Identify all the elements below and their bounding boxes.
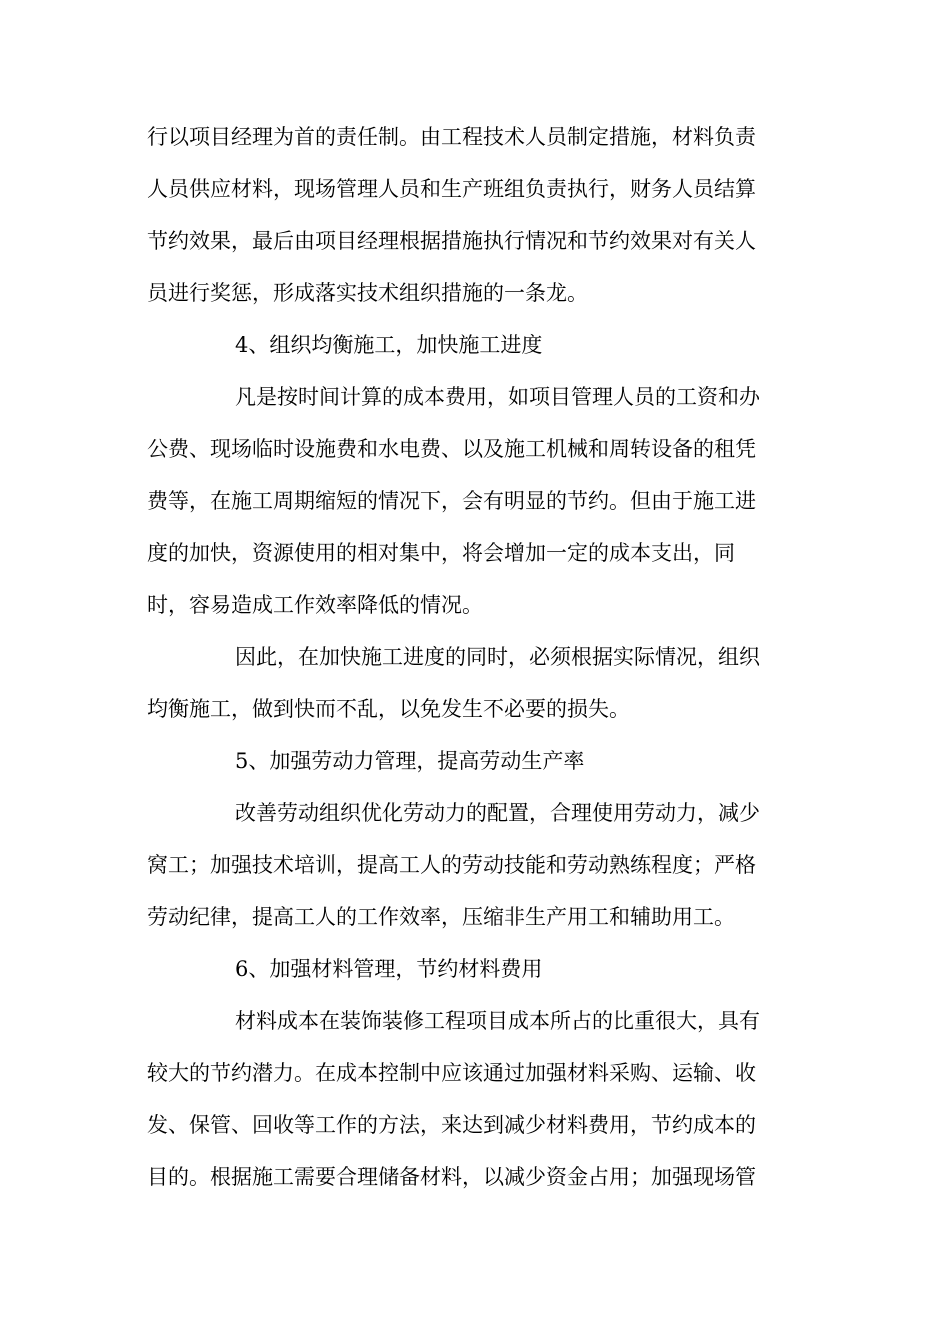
body-text-line: 度的加快，资源使用的相对集中，将会增加一定的成本支出，同 <box>147 541 735 565</box>
body-text-line: 均衡施工，做到快而不乱，以免发生不必要的损失。 <box>147 697 630 721</box>
section-heading-4: 4、组织均衡施工，加快施工进度 <box>235 333 543 357</box>
body-text-line: 公费、现场临时设施费和水电费、以及施工机械和周转设备的租凭 <box>147 437 756 461</box>
body-text-line: 行以项目经理为首的责任制。由工程技术人员制定措施，材料负责 <box>147 125 756 149</box>
section-heading-6: 6、加强材料管理，节约材料费用 <box>235 957 543 981</box>
section-heading-5: 5、加强劳动力管理，提高劳动生产率 <box>235 749 585 773</box>
body-text-line: 劳动纪律，提高工人的工作效率，压缩非生产用工和辅助用工。 <box>147 905 735 929</box>
paragraph-first-line: 材料成本在装饰装修工程项目成本所占的比重很大，具有 <box>235 1009 760 1033</box>
body-text-line: 时，容易造成工作效率降低的情况。 <box>147 593 483 617</box>
paragraph-first-line: 凡是按时间计算的成本费用，如项目管理人员的工资和办 <box>235 385 760 409</box>
body-text-line: 人员供应材料，现场管理人员和生产班组负责执行，财务人员结算 <box>147 177 756 201</box>
body-text-line: 目的。根据施工需要合理储备材料，以减少资金占用；加强现场管 <box>147 1165 756 1189</box>
body-text-line: 发、保管、回收等工作的方法，来达到减少材料费用，节约成本的 <box>147 1113 756 1137</box>
paragraph-first-line: 因此，在加快施工进度的同时，必须根据实际情况，组织 <box>235 645 760 669</box>
body-text-line: 窝工；加强技术培训，提高工人的劳动技能和劳动熟练程度；严格 <box>147 853 756 877</box>
paragraph-first-line: 改善劳动组织优化劳动力的配置，合理使用劳动力，减少 <box>235 801 760 825</box>
body-text-line: 员进行奖惩，形成落实技术组织措施的一条龙。 <box>147 281 588 305</box>
body-text-line: 费等，在施工周期缩短的情况下，会有明显的节约。但由于施工进 <box>147 489 756 513</box>
body-text-line: 节约效果，最后由项目经理根据措施执行情况和节约效果对有关人 <box>147 229 756 253</box>
body-text-line: 较大的节约潜力。在成本控制中应该通过加强材料采购、运输、收 <box>147 1061 756 1085</box>
